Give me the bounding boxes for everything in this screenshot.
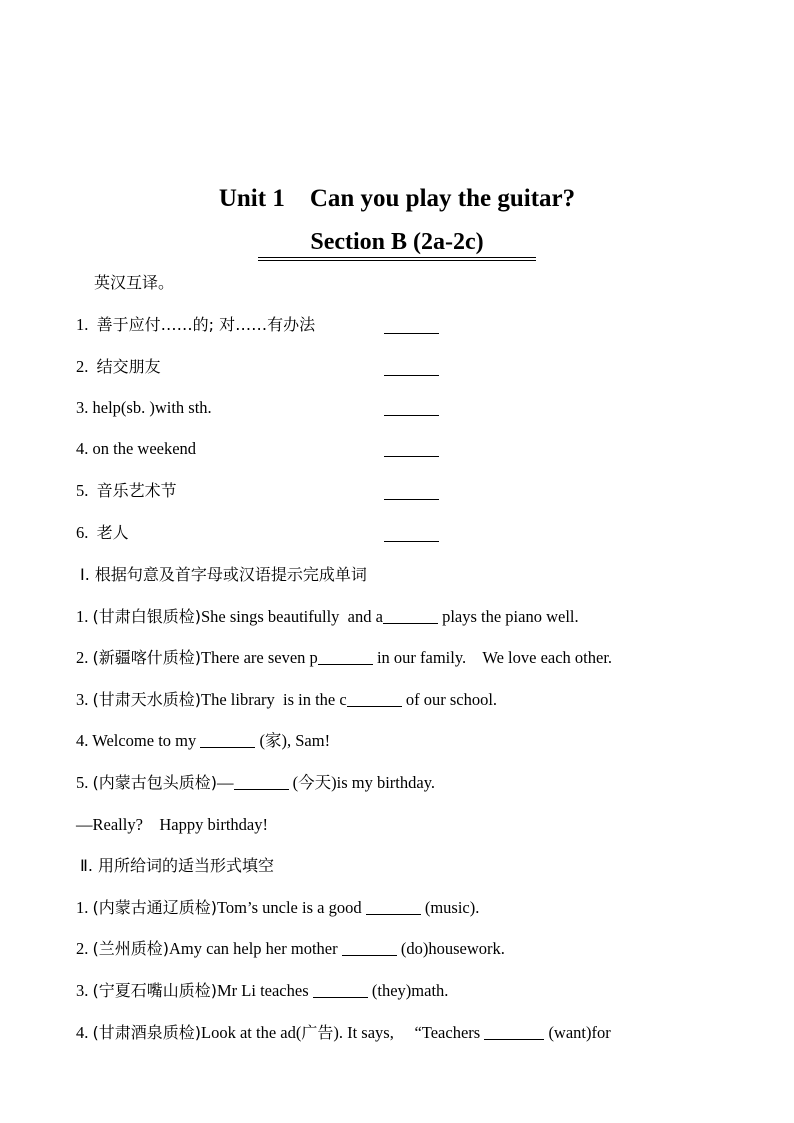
answer-blank[interactable]: [234, 789, 289, 790]
question-item: 3. (甘肃天水质检)The library is in the c of our school.: [76, 690, 498, 709]
section-2-heading: Ⅱ. 用所给词的适当形式填空: [80, 856, 275, 875]
dialogue-reply: —Really? Happy birthday!: [76, 815, 268, 834]
vocab-item: 5. 音乐艺术节: [76, 481, 177, 500]
answer-blank[interactable]: [342, 955, 397, 956]
section-1-heading: Ⅰ. 根据句意及首字母或汉语提示完成单词: [80, 565, 367, 584]
vocab-item: 1. 善于应付……的; 对……有办法: [76, 315, 316, 334]
vocab-heading: 英汉互译。: [94, 273, 175, 292]
page-title: Unit 1 Can you play the guitar?: [218, 185, 576, 212]
question-item: 1. (甘肃白银质检)She sings beautifully and a plays the piano well.: [76, 607, 579, 626]
vocab-item: 2. 结交朋友: [76, 357, 161, 376]
answer-blank[interactable]: [318, 664, 373, 665]
question-item: 2. (新疆喀什质检)There are seven p in our family. We love each other.: [76, 648, 613, 667]
answer-blank[interactable]: [384, 541, 439, 542]
section-subtitle-block: [258, 228, 536, 261]
question-item: 5. (内蒙古包头质检)— (今天)is my birthday.: [76, 773, 435, 792]
question-item: 4. (甘肃酒泉质检)Look at the ad(广告). It says, “Teachers (want)for: [76, 1023, 611, 1042]
answer-blank[interactable]: [200, 747, 255, 748]
answer-blank[interactable]: [384, 333, 439, 334]
answer-blank[interactable]: [484, 1039, 544, 1040]
question-item: 3. (宁夏石嘴山质检)Mr Li teaches (they)math.: [76, 981, 449, 1000]
answer-blank[interactable]: [383, 623, 438, 624]
vocab-item: 3. help(sb. )with sth.: [76, 398, 212, 417]
question-item: 2. (兰州质检)Amy can help her mother (do)housework.: [76, 939, 505, 958]
question-item: 4. Welcome to my (家), Sam!: [76, 731, 331, 750]
answer-blank[interactable]: [347, 706, 402, 707]
answer-blank[interactable]: [384, 415, 439, 416]
question-item: 1. (内蒙古通辽质检)Tom’s uncle is a good (music).: [76, 898, 480, 917]
answer-blank[interactable]: [313, 997, 368, 998]
answer-blank[interactable]: [384, 375, 439, 376]
section-subtitle: Section B (2a-2c): [310, 229, 484, 255]
vocab-item: 4. on the weekend: [76, 439, 197, 458]
answer-blank[interactable]: [384, 499, 439, 500]
answer-blank[interactable]: [384, 456, 439, 457]
subtitle-underline: [258, 257, 536, 261]
vocab-item: 6. 老人: [76, 523, 129, 542]
answer-blank[interactable]: [366, 914, 421, 915]
